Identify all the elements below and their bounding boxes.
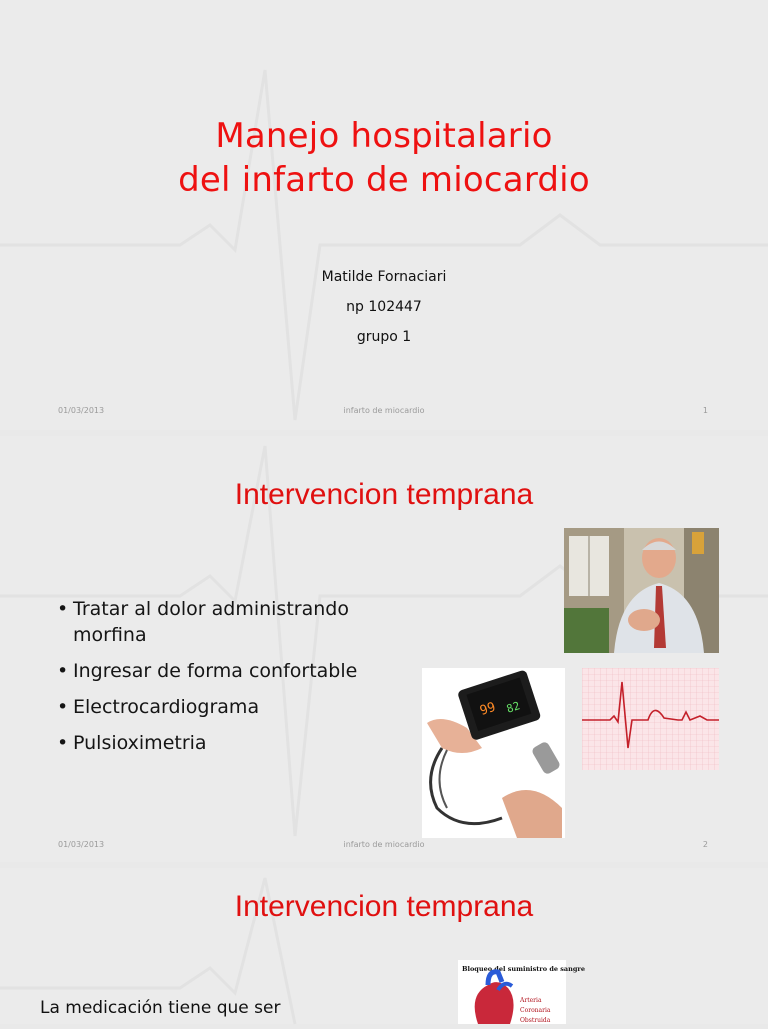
ecg-watermark bbox=[0, 0, 768, 430]
slide-3-body: La medicación tiene que ser bbox=[40, 998, 281, 1018]
pulse-reading: 82 bbox=[504, 699, 522, 716]
slide-2-title: Intervencion temprana bbox=[234, 478, 534, 511]
footer-title: infarto de miocardio bbox=[343, 840, 425, 849]
author-block bbox=[0, 262, 768, 352]
footer-date: 01/03/2013 bbox=[58, 406, 105, 415]
bullet-list bbox=[57, 596, 397, 766]
title-line-1: Manejo hospitalario bbox=[215, 116, 553, 156]
student-id: np 102447 bbox=[346, 299, 422, 315]
group-label: grupo 1 bbox=[356, 329, 412, 345]
slide-number: 2 bbox=[702, 840, 708, 849]
slide-3-title: Intervencion temprana bbox=[234, 890, 534, 923]
diagram-label: Coronaria bbox=[520, 1007, 551, 1014]
ecg-image bbox=[582, 668, 719, 770]
diagram-label: Arteria bbox=[520, 997, 542, 1004]
heart-diagram bbox=[458, 960, 585, 1024]
pulse-oximeter-photo bbox=[422, 668, 565, 838]
diagram-label: Obstruida bbox=[520, 1017, 551, 1024]
slide-footer bbox=[0, 406, 768, 418]
footer-title: infarto de miocardio bbox=[343, 406, 425, 415]
presentation-title bbox=[0, 114, 768, 202]
spo2-reading: 99 bbox=[478, 699, 498, 719]
author-name: Matilde Fornaciari bbox=[321, 269, 447, 285]
bullet-item: • Electrocardiograma bbox=[57, 694, 397, 720]
diagram-caption: Bloqueo del suministro de sangre bbox=[462, 965, 585, 973]
chest-pain-photo bbox=[564, 528, 719, 653]
slide-number: 1 bbox=[702, 406, 708, 415]
bullet-item: • Pulsioximetria bbox=[57, 730, 397, 756]
title-line-2: del infarto de miocardio bbox=[178, 160, 590, 200]
bullet-item: • Ingresar de forma confortable bbox=[57, 658, 397, 684]
bullet-item: • Tratar al dolor administrando morfina bbox=[57, 596, 397, 648]
slide-footer bbox=[0, 840, 768, 852]
slide-1 bbox=[0, 0, 768, 430]
footer-date: 01/03/2013 bbox=[58, 840, 105, 849]
